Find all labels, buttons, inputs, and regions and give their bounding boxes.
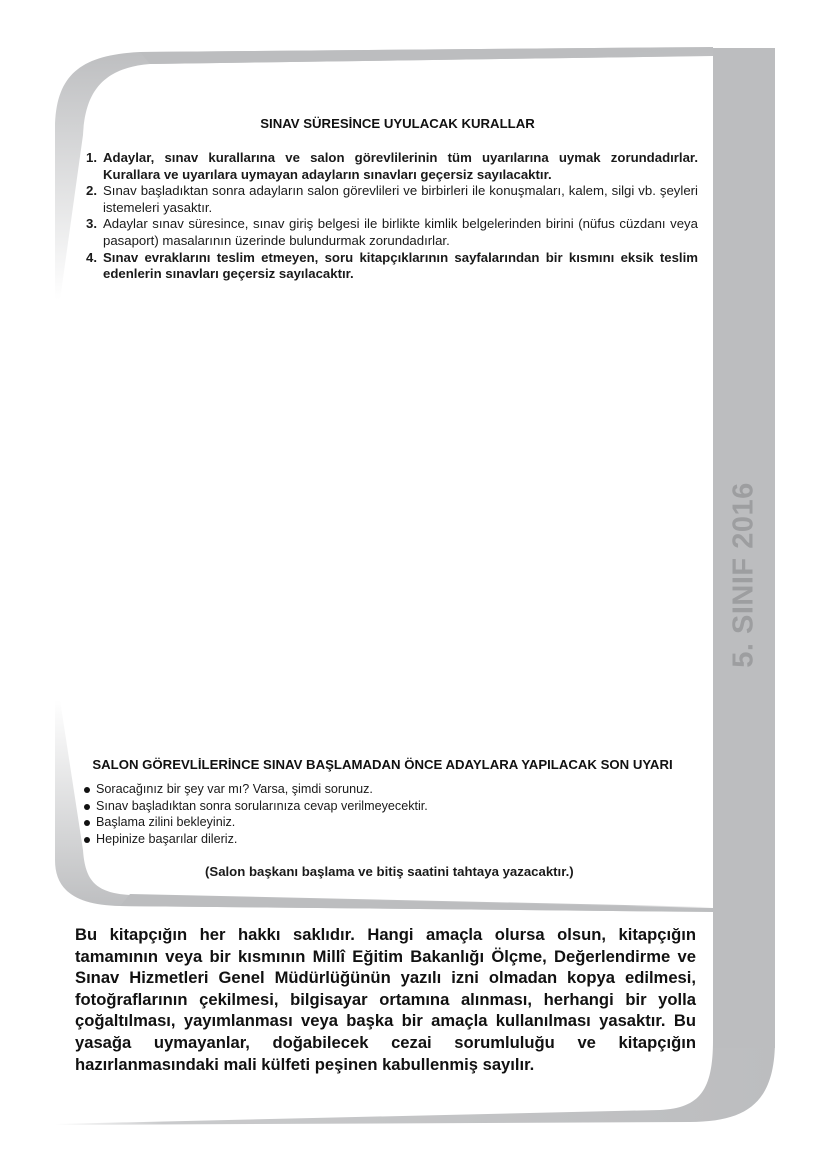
rule-item xyxy=(86,216,698,249)
rule-number: 3. xyxy=(86,216,97,232)
warnings-list xyxy=(84,781,428,847)
bullet-icon xyxy=(84,787,90,793)
bullet-icon xyxy=(84,837,90,843)
bullet-icon xyxy=(84,820,90,826)
rule-item xyxy=(86,250,698,283)
warnings-title: SALON GÖREVLİLERİNCE SINAV BAŞLAMADAN ÖNCE ADAYLARA YAPILACAK SON UYARI xyxy=(92,757,673,772)
rule-text: Adaylar sınav süresince, sınav giriş belgesi ile birlikte kimlik belgelerinden birini (nüfus cüzdanı veya pasaport) masalarının üzerinde bulundurmak zorundadırlar. xyxy=(103,216,698,248)
rules-list xyxy=(86,150,698,283)
rule-text: Adaylar, sınav kurallarına ve salon görevlilerinin tüm uyarılarına uymak zorundadırlar. Kurallara ve uyarılara uymayan adayların sınavları geçersiz sayılacaktır. xyxy=(103,150,698,182)
warning-item: Başlama zilini bekleyiniz. xyxy=(84,814,428,831)
rule-number: 4. xyxy=(86,249,97,265)
rule-item xyxy=(86,183,698,216)
rule-text: Sınav evraklarını teslim etmeyen, soru kitapçıklarının sayfalarından bir kısmını eksik teslim edenlerin sınavları geçersiz sayılacaktır. xyxy=(103,249,698,282)
warning-item: Hepinize başarılar dileriz. xyxy=(84,831,428,848)
salon-head-note: (Salon başkanı başlama ve bitiş saatini tahtaya yazacaktır.) xyxy=(205,864,574,879)
copyright-notice: Bu kitapçığın her hakkı saklıdır. Hangi amaçla olursa olsun, kitapçığın tamamının veya bir kısmının Millî Eğitim Bakanlığı Ölçme, Değerlendirme ve Sınav Hizmetleri Genel Müdürlüğünün yazılı izni olmadan kopya edilmesi, fotoğraflarının çekilmesi, bilgisayar ortamına alınması, herhangi bir yolla çoğaltılması, yayımlanması veya başka bir amaçla kullanılması yasaktır. Bu yasağa uymayanlar, doğabilecek cezai sorumluluğu ve kitapçığın hazırlanmasındaki mali külfeti peşinen kabullenmiş sayılır. xyxy=(75,925,696,1074)
bullet-icon xyxy=(84,804,90,810)
rule-text: Sınav başladıktan sonra adayların salon görevlileri ve birbirleri ile konuşmaları, kalem, silgi vb. şeyleri istemeleri yasaktır. xyxy=(103,183,698,215)
warning-item: Sınav başladıktan sonra sorularınıza cevap verilmeyecektir. xyxy=(84,798,428,815)
rules-title: SINAV SÜRESİNCE UYULACAK KURALLAR xyxy=(260,116,535,131)
rule-number: 1. xyxy=(86,150,97,165)
warning-item: Soracağınız bir şey var mı? Varsa, şimdi sorunuz. xyxy=(84,781,428,798)
grade-year-label: 5. SINIF 2016 xyxy=(727,482,760,668)
rule-item xyxy=(86,150,698,183)
rule-number: 2. xyxy=(86,183,97,199)
